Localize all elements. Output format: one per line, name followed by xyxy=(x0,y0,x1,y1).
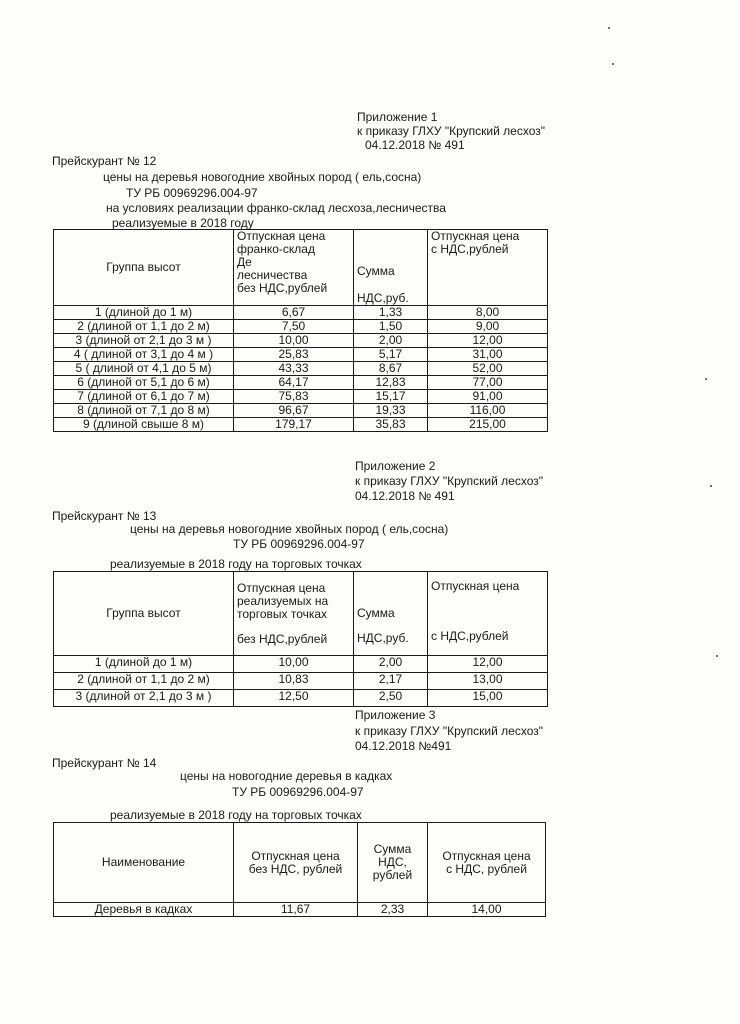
cell-total: 13,00 xyxy=(428,673,548,690)
cell-group: 2 (длиной от 1,1 до 2 м) xyxy=(54,673,234,690)
price-list-12-number: Прейскурант № 12 xyxy=(52,154,157,168)
price-list-14-table xyxy=(53,822,546,917)
appendix-1-title: Приложение 1 xyxy=(357,110,438,124)
price-list-14-number: Прейскурант № 14 xyxy=(52,756,157,770)
cell-price: 10,00 xyxy=(234,656,354,673)
price-list-13-line2: ТУ РБ 00969296.004-97 xyxy=(233,537,365,551)
cell-total: 8,00 xyxy=(428,306,548,320)
cell-group: 1 (длиной до 1 м) xyxy=(54,656,234,673)
table-row xyxy=(54,334,548,348)
cell-group: 7 (длиной от 6,1 до 7 м) xyxy=(54,390,234,404)
appendix-3-order: к приказу ГЛХУ "Крупский лесхоз" xyxy=(355,724,543,738)
header-group: Группа высот xyxy=(54,572,234,656)
cell-group: 2 (длиной от 1,1 до 2 м) xyxy=(54,320,234,334)
appendix-2-date: 04.12.2018 № 491 xyxy=(355,489,455,503)
scan-speck xyxy=(608,27,610,29)
cell-price: 96,67 xyxy=(234,404,354,418)
cell-total: 31,00 xyxy=(428,348,548,362)
table-header-row xyxy=(54,823,546,903)
cell-price: 7,50 xyxy=(234,320,354,334)
cell-vat: 19,33 xyxy=(354,404,428,418)
cell-total: 14,00 xyxy=(428,903,546,917)
cell-group: 3 (длиной от 2,1 до 3 м ) xyxy=(54,690,234,707)
cell-total: 215,00 xyxy=(428,418,548,432)
cell-price: 11,67 xyxy=(234,903,358,917)
price-list-13-number: Прейскурант № 13 xyxy=(52,509,157,523)
cell-vat: 8,67 xyxy=(354,362,428,376)
cell-vat: 5,17 xyxy=(354,348,428,362)
table-row xyxy=(54,418,548,432)
scan-speck xyxy=(705,378,707,380)
cell-vat: 1,33 xyxy=(354,306,428,320)
cell-total: 91,00 xyxy=(428,390,548,404)
cell-vat: 1,50 xyxy=(354,320,428,334)
table-row xyxy=(54,404,548,418)
header-price: Отпускная цена реализуемых на торговых точках без НДС,рублей xyxy=(234,572,354,656)
table-row xyxy=(54,903,546,917)
header-total: Отпускная цена с НДС,рублей xyxy=(428,230,548,306)
appendix-2-order: к приказу ГЛХУ "Крупский лесхоз" xyxy=(355,474,543,488)
cell-price: 43,33 xyxy=(234,362,354,376)
price-list-12-line3: на условиях реализации франко-склад лесхоза,лесничества xyxy=(106,201,446,215)
price-list-12-line4: реализуемые в 2018 году xyxy=(112,216,254,230)
header-vat: Сумма НДС,руб. xyxy=(354,230,428,306)
header-vat: Сумма НДС,руб. xyxy=(354,572,428,656)
header-price: Отпускная цена без НДС, рублей xyxy=(234,823,358,903)
price-list-14-line1: цены на новогодние деревья в кадках xyxy=(180,769,393,783)
cell-name: Деревья в кадках xyxy=(54,903,234,917)
cell-group: 9 (длиной свыше 8 м) xyxy=(54,418,234,432)
appendix-3-title: Приложение 3 xyxy=(355,708,436,722)
cell-group: 8 (длиной от 7,1 до 8 м) xyxy=(54,404,234,418)
cell-total: 52,00 xyxy=(428,362,548,376)
cell-total: 12,00 xyxy=(428,656,548,673)
header-total: Отпускная цена с НДС,рублей xyxy=(428,572,548,656)
cell-price: 75,83 xyxy=(234,390,354,404)
cell-price: 12,50 xyxy=(234,690,354,707)
table-row xyxy=(54,306,548,320)
cell-total: 12,00 xyxy=(428,334,548,348)
table-header-row xyxy=(54,572,548,656)
cell-price: 6,67 xyxy=(234,306,354,320)
table-row xyxy=(54,348,548,362)
cell-price: 25,83 xyxy=(234,348,354,362)
header-vat: Сумма НДС, рублей xyxy=(358,823,428,903)
cell-vat: 2,50 xyxy=(354,690,428,707)
table-row xyxy=(54,362,548,376)
price-list-12-line2: ТУ РБ 00969296.004-97 xyxy=(126,186,258,200)
cell-vat: 15,17 xyxy=(354,390,428,404)
scan-speck xyxy=(612,63,614,65)
price-list-14-line3: реализуемые в 2018 году на торговых точках xyxy=(110,808,362,822)
cell-vat: 2,17 xyxy=(354,673,428,690)
price-list-13-line1: цены на деревья новогодние хвойных пород ( ель,сосна) xyxy=(130,522,449,536)
price-list-13-line3: реализуемые в 2018 году на торговых точках xyxy=(110,557,362,571)
cell-total: 9,00 xyxy=(428,320,548,334)
cell-price: 10,83 xyxy=(234,673,354,690)
table-row xyxy=(54,320,548,334)
cell-price: 64,17 xyxy=(234,376,354,390)
table-row xyxy=(54,390,548,404)
cell-vat: 35,83 xyxy=(354,418,428,432)
cell-vat: 2,00 xyxy=(354,334,428,348)
price-list-12-line1: цены на деревья новогодние хвойных пород ( ель,сосна) xyxy=(103,170,422,184)
cell-vat: 2,33 xyxy=(358,903,428,917)
header-group: Группа высот xyxy=(54,230,234,306)
appendix-1-date: 04.12.2018 № 491 xyxy=(365,138,465,152)
cell-price: 10,00 xyxy=(234,334,354,348)
cell-vat: 2,00 xyxy=(354,656,428,673)
cell-group: 5 ( длиной от 4,1 до 5 м) xyxy=(54,362,234,376)
appendix-2-title: Приложение 2 xyxy=(355,459,436,473)
header-price: Отпускная цена франко-склад Де лесничества без НДС,рублей xyxy=(234,230,354,306)
cell-total: 77,00 xyxy=(428,376,548,390)
cell-price: 179,17 xyxy=(234,418,354,432)
cell-group: 1 (длиной до 1 м) xyxy=(54,306,234,320)
cell-vat: 12,83 xyxy=(354,376,428,390)
header-name: Наименование xyxy=(54,823,234,903)
price-list-13-table xyxy=(53,571,548,707)
table-row xyxy=(54,376,548,390)
table-header-row xyxy=(54,230,548,306)
cell-group: 3 (длиной от 2,1 до 3 м ) xyxy=(54,334,234,348)
scan-speck xyxy=(716,655,718,657)
price-list-12-table xyxy=(53,229,548,432)
table-row xyxy=(54,656,548,673)
appendix-3-date: 04.12.2018 №491 xyxy=(355,739,452,753)
cell-group: 6 (длиной от 5,1 до 6 м) xyxy=(54,376,234,390)
header-total: Отпускная цена с НДС, рублей xyxy=(428,823,546,903)
cell-group: 4 ( длиной от 3,1 до 4 м ) xyxy=(54,348,234,362)
appendix-1-order: к приказу ГЛХУ "Крупский лесхоз" xyxy=(357,124,545,138)
scan-speck xyxy=(710,485,712,487)
price-list-14-line2: ТУ РБ 00969296.004-97 xyxy=(232,785,364,799)
table-row xyxy=(54,690,548,707)
table-row xyxy=(54,673,548,690)
cell-total: 15,00 xyxy=(428,690,548,707)
cell-total: 116,00 xyxy=(428,404,548,418)
